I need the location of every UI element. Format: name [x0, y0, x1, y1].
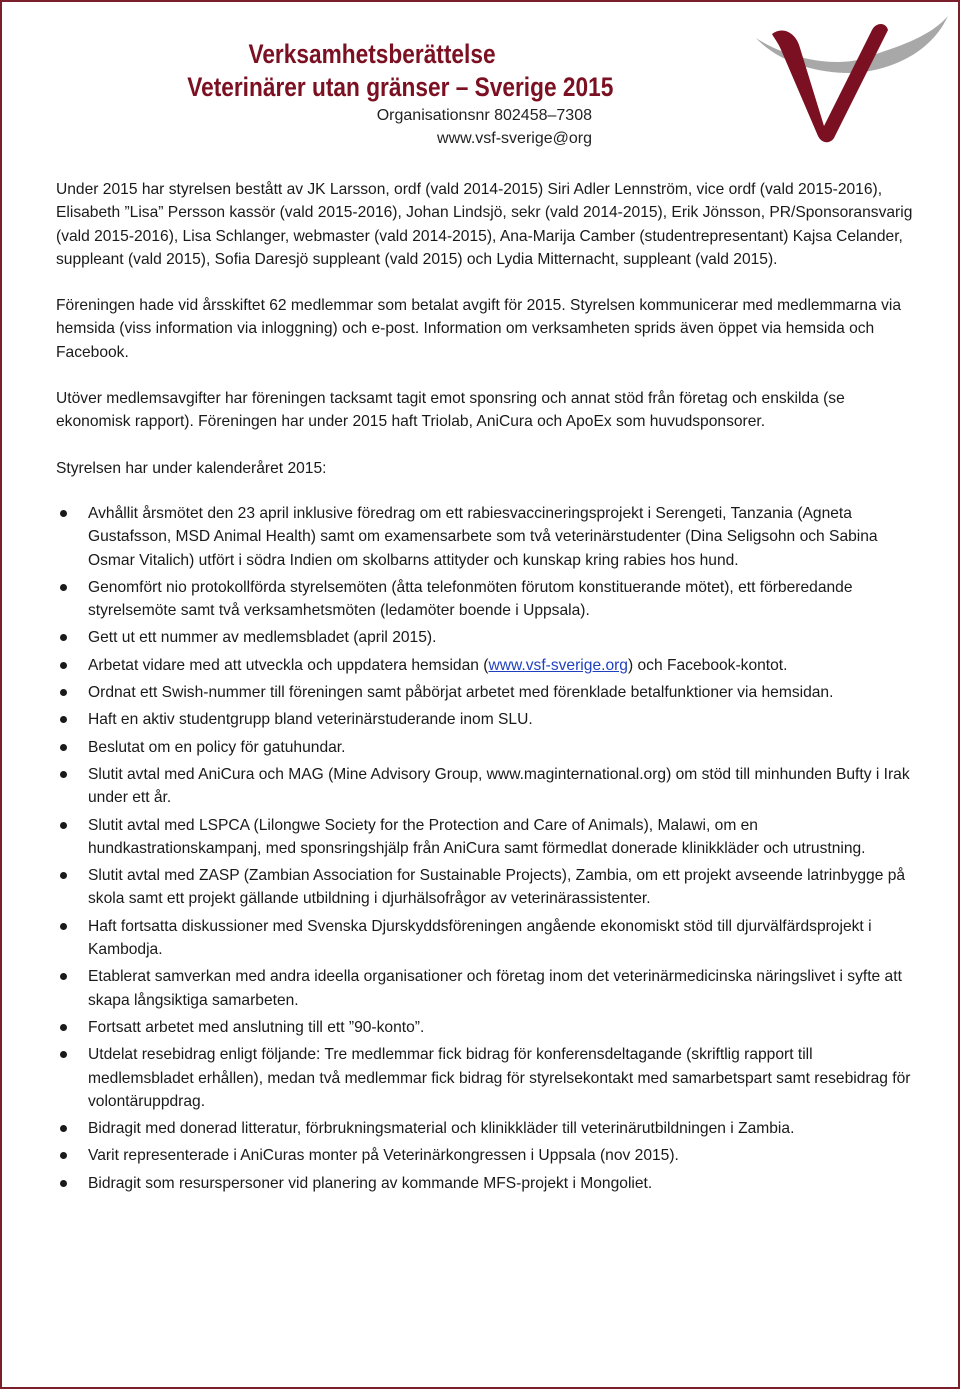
- vsf-logo-icon: [754, 8, 950, 144]
- list-item: Slutit avtal med LSPCA (Lilongwe Society for the Protection and Care of Animals), Malawi, om en hundkastrationskampanj, med sponsringshjälp från AniCura samt förmedlat donerade klinikkläder och utrustning.: [56, 814, 916, 861]
- list-item: Bidragit som resurspersoner vid planering av kommande MFS-projekt i Mongoliet.: [56, 1172, 916, 1195]
- website-link[interactable]: www.vsf-sverige.org: [488, 656, 628, 674]
- list-item-website: [56, 654, 916, 677]
- list-item: Haft fortsatta diskussioner med Svenska Djurskyddsföreningen angående ekonomiskt stöd till djurvälfärdsprojekt i Kambodja.: [56, 915, 916, 962]
- sponsors-paragraph: Utöver medlemsavgifter har föreningen tacksamt tagit emot sponsring och annat stöd från företag och enskilda (se ekonomisk rapport). Föreningen har under 2015 haft Triolab, AniCura och ApoEx som huvudsponsorer.: [56, 390, 845, 431]
- list-item: Utdelat resebidrag enligt följande: Tre medlemmar fick bidrag för konferensdeltagande (skriftlig rapport till medlemsbladet erhållen), medan två medlemmar fick bidrag för styrelsekontakt med samarbetspart samt resebidrag för volontäruppdrag.: [56, 1043, 916, 1113]
- list-item: Genomfört nio protokollförda styrelsemöten (åtta telefonmöten förutom konstituerande mötet), ett förberedande styrelsemöte samt två verksamhetsmöten (ledamöter boende i Uppsala).: [56, 576, 916, 623]
- list-item: Avhållit årsmötet den 23 april inklusive föredrag om ett rabiesvaccineringsprojekt i Serengeti, Tanzania (Agneta Gustafsson, MSD Animal Health) samt om examensarbete som två veterinärstudenter (Dina Seligsohn och Sabina Osmar Vitalich) utfört i södra Indien om skolbarns attityder och kunskap kring rabies hos hund.: [56, 502, 916, 572]
- list-item: Slutit avtal med ZASP (Zambian Association for Sustainable Projects), Zambia, om ett projekt avseende latrinbygge på skola samt ett projekt gällande utbildning i djurhälsofrågor av veterinärassistenter.: [56, 864, 916, 911]
- activities-list: [56, 502, 916, 1195]
- document-body: [56, 178, 916, 1199]
- list-item: Fortsatt arbetet med anslutning till ett ”90-konto”.: [56, 1016, 916, 1039]
- board-paragraph: Under 2015 har styrelsen bestått av JK Larsson, ordf (vald 2014-2015) Siri Adler Lennström, vice ordf (vald 2015-2016), Elisabeth ”Lisa” Persson kassör (vald 2015-2016), Johan Lindsjö, sekr (vald 2014-2015), Erik Jönsson, PR/Sponsoransvarig (vald 2015-2016), Lisa Schlanger, webmaster (vald 2014-2015), Ana-Marija Camber (studentrepresentant) Kajsa Celander, suppleant (vald 2015), Sofia Daresjö suppleant (vald 2015) och Lydia Mitternacht, suppleant (vald 2015).: [56, 181, 913, 268]
- list-item: Varit representerade i AniCuras monter på Veterinärkongressen i Uppsala (nov 2015).: [56, 1144, 916, 1167]
- list-item: Ordnat ett Swish-nummer till föreningen samt påbörjat arbetet med förenklade betalfunktioner via hemsidan.: [56, 681, 916, 704]
- list-item: Etablerat samverkan med andra ideella organisationer och företag inom det veterinärmedicinska näringslivet i syfte att skapa långsiktiga samarbeten.: [56, 965, 916, 1012]
- list-item: Bidragit med donerad litteratur, förbrukningsmaterial och klinikkläder till veterinärutbildningen i Zambia.: [56, 1117, 916, 1140]
- org-number: Organisationsnr 802458–7308: [376, 107, 592, 124]
- document-header: [152, 38, 614, 150]
- document-title: Verksamhetsberättelse: [248, 39, 496, 69]
- document-subtitle: Veterinärer utan gränser – Sverige 2015: [187, 72, 614, 102]
- website-item-before: Arbetat vidare med att utveckla och uppdatera hemsidan (: [88, 656, 489, 674]
- list-item: Haft en aktiv studentgrupp bland veterinärstuderande inom SLU.: [56, 708, 916, 731]
- website-text: www.vsf-sverige@org: [437, 130, 592, 147]
- list-item: Gett ut ett nummer av medlemsbladet (april 2015).: [56, 626, 916, 649]
- website-item-after: ) och Facebook-kontot.: [627, 656, 788, 674]
- list-item: Slutit avtal med AniCura och MAG (Mine Advisory Group, www.maginternational.org) om stöd till minhunden Bufty i Irak under ett år.: [56, 763, 916, 810]
- members-paragraph: Föreningen hade vid årsskiftet 62 medlemmar som betalat avgift för 2015. Styrelsen kommunicerar med medlemmarna via hemsida (viss information via inloggning) och e-post. Information om verksamheten sprids även öppet via hemsida och Facebook.: [56, 297, 902, 361]
- list-item: Beslutat om en policy för gatuhundar.: [56, 736, 916, 759]
- activities-intro: Styrelsen har under kalenderåret 2015:: [56, 459, 327, 477]
